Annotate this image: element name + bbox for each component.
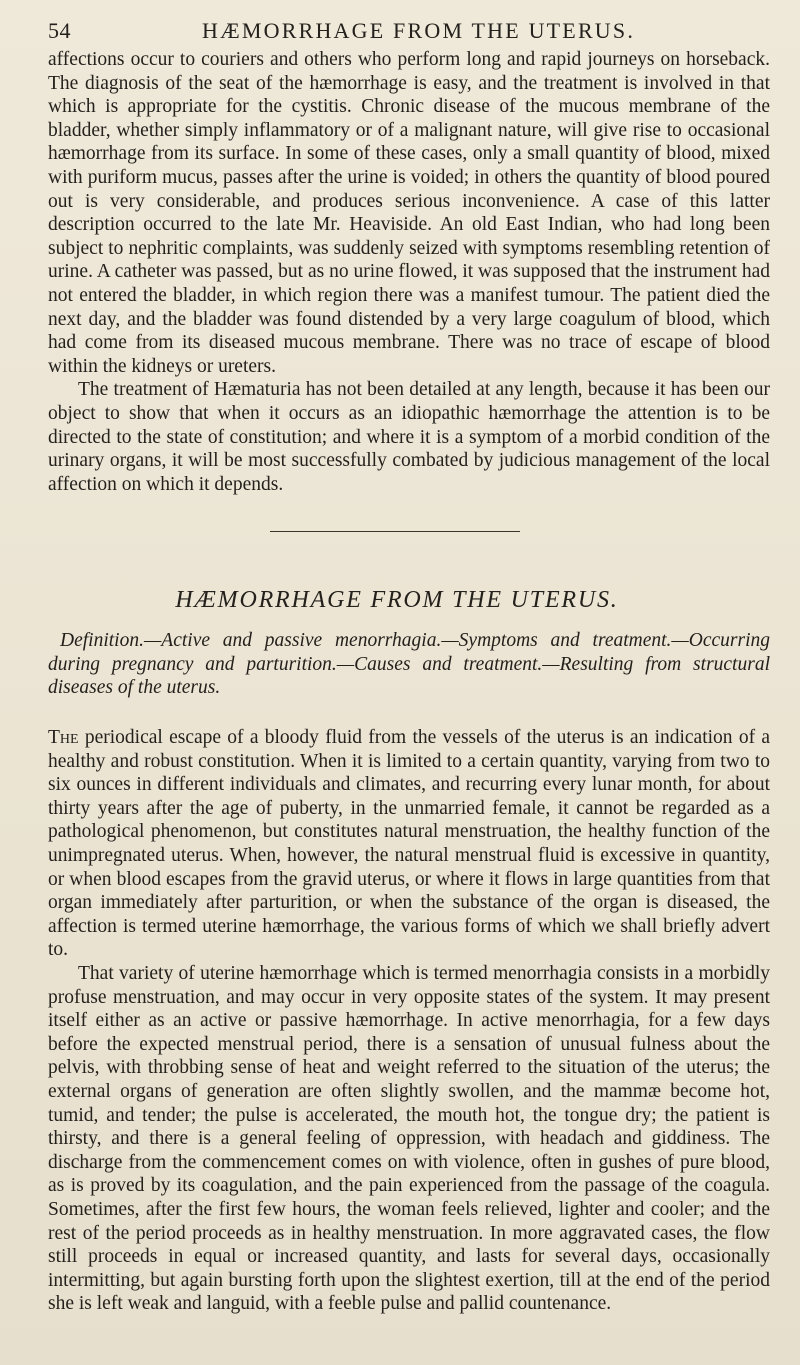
paragraph-continued: affections occur to couriers and others who perform long and rapid journeys on horseback. The diagnosis of the seat of the hæmorrhage is easy, and the treatment is involved in that which is appropriate for the cystitis. Chronic disease of the mucous membrane of the bladder, whether simply inflammatory or of a malignant nature, will give rise to occasional hæmorrhage from its surface. In some of these cases, only a small quantity of blood, mixed with puriform mucus, passes after the urine is voided; in others the quantity of blood poured out is very considerable, and produces serious inconvenience. A case of this latter description occurred to the late Mr. Heaviside. An old East Indian, who had long been subject to nephritic complaints, was suddenly seized with symptoms resembling retention of urine. A catheter was passed, but as no urine flowed, it was supposed that the instrument had not entered the bladder, in which region there was a manifest tumour. The patient died the next day, and the bladder was found distended by a very large coagulum of blood, which had come from its diseased mucous membrane. There was no trace of escape of blood within the kidneys or ureters. [48,49,770,377]
section-title: HÆMORRHAGE FROM THE UTERUS. [175,587,619,614]
section-body [48,726,770,1316]
running-head [48,16,770,46]
paragraph-opening [48,726,770,962]
running-title: HÆMORRHAGE FROM THE UTERUS. [202,18,636,43]
paragraph-opening-text: periodical escape of a bloody fluid from the vessels of the uterus is an indication of a healthy and robust constitution. When it is limited to a certain quantity, varying from two to six ounces in different individuals and climates, and recurring every lunar month, for about thirty years after the age of puberty, in the unmarried female, it cannot be regarded as a pathological phenomenon, but constitutes natural menstruation, the healthy function of the unimpregnated uterus. When, however, the natural menstrual fluid is excessive in quantity, or when blood escapes from the gravid uterus, or where it flows in large quantities from that organ immediately after parturition, or when the substance of the organ is diseased, the affection is termed uterine hæmorrhage, the various forms of which we shall briefly advert to. [48,727,770,961]
section-divider [270,531,520,532]
continued-text [48,48,770,496]
opening-word: The [48,727,79,749]
paragraph-treatment: The treatment of Hæmaturia has not been detailed at any length, because it has been our object to show that when it occurs as an idiopathic hæmorrhage the attention is to be directed to the state of constitution; and where it is a symptom of a morbid condition of the urinary organs, it will be most successfully combated by judicious management of the local affection on which it depends. [48,379,770,495]
section-synopsis: Definition.—Active and passive menorrhagia.—Symptoms and treatment.—Occurring during pregnancy and parturition.—Causes and treatment.—Resulting from structural diseases of the uterus. [48,630,770,699]
page-number: 54 [48,18,71,43]
paragraph-menorrhagia: That variety of uterine hæmorrhage which is termed menorrhagia consists in a morbidly profuse menstruation, and may occur in very opposite states of the system. It may present itself either as an active or passive hæmorrhage. In active menorrhagia, for a few days before the expected menstrual period, there is a sensation of unusual fulness about the pelvis, with throbbing sense of heat and weight referred to the situation of the uterus; the external organs of generation are often slightly swollen, and the mammæ become hot, tumid, and tender; the pulse is accelerated, the mouth hot, the tongue dry; the patient is thirsty, and there is a general feeling of oppression, with headach and giddiness. The discharge from the commencement comes on with violence, often in gushes of pure blood, as is proved by its coagulation, and the pain experienced from the passage of the coagula. Sometimes, after the first few hours, the woman feels relieved, lighter and cooler; and the rest of the period proceeds as in healthy menstruation. In more aggravated cases, the flow still proceeds in equal or increased quantity, and lasts for several days, occasionally intermitting, but again bursting forth upon the slightest exertion, till at the end of the period she is left weak and languid, with a feeble pulse and pallid countenance. [48,963,770,1315]
